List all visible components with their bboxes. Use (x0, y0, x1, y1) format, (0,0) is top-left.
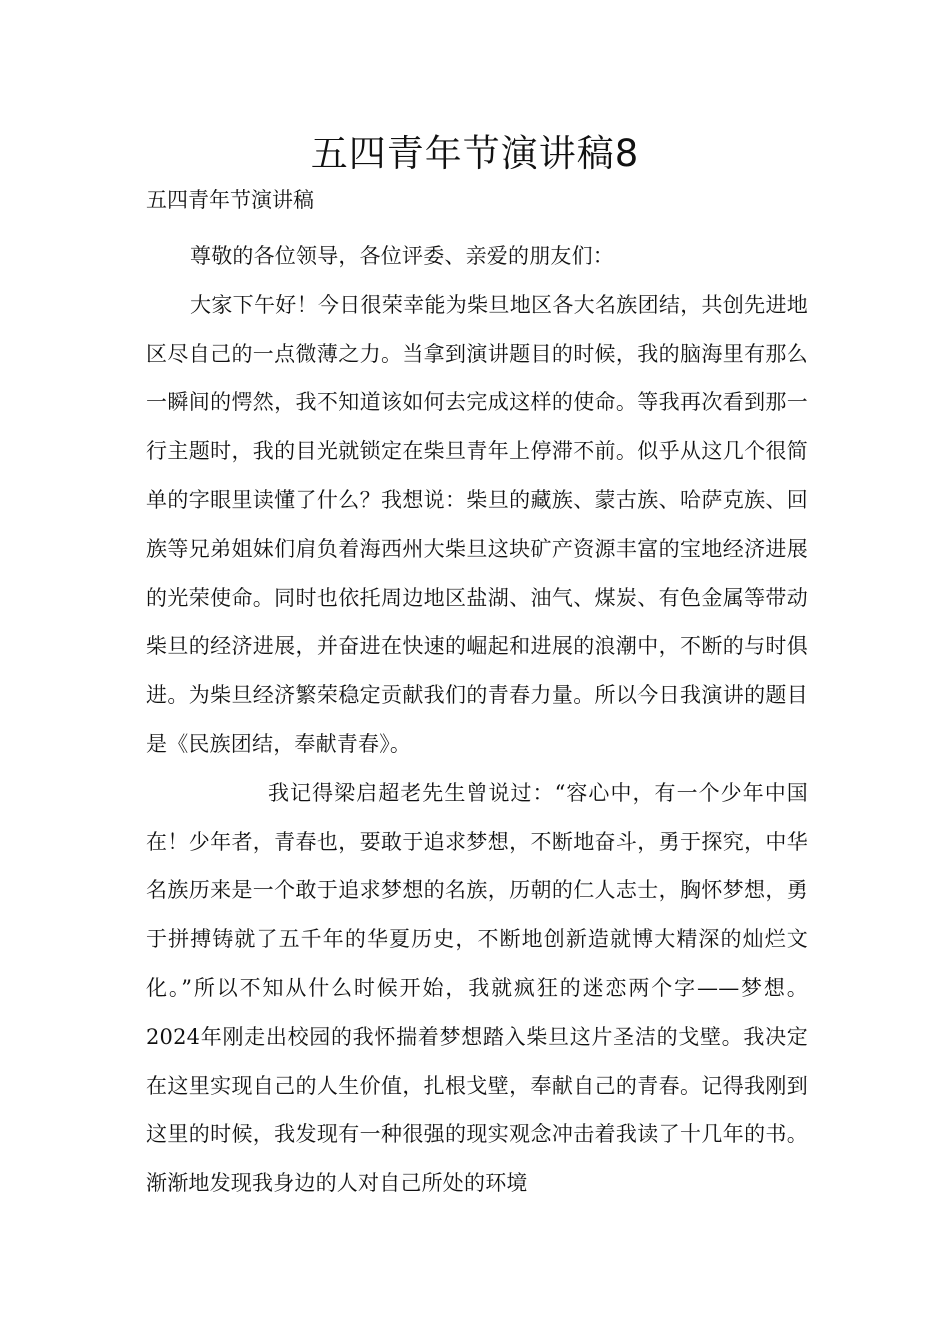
document-body (146, 232, 808, 1208)
document-subtitle: 五四青年节演讲稿 (146, 188, 314, 212)
paragraph-dream: 我记得梁启超老先生曾说过：“容心中，有一个少年中国在！少年者，青春也，要敢于追求梦想，不断地奋斗，勇于探究，中华名族历来是一个敢于追求梦想的名族，历朝的仁人志士，胸怀梦想，勇于拼搏铸就了五千年的华夏历史，不断地创新造就博大精深的灿烂文化。”所以不知从什么时候开始，我就疯狂的迷恋两个字——梦想。2024年刚走出校园的我怀揣着梦想踏入柴旦这片圣洁的戈壁。我决定在这里实现自己的人生价值，扎根戈壁，奉献自己的青春。记得我刚到这里的时候，我发现有一种很强的现实观念冲击着我读了十几年的书。渐渐地发现我身边的人对自己所处的环境 (146, 780, 808, 1196)
document-title: 五四青年节演讲稿8 (310, 132, 640, 175)
paragraph-greeting: 尊敬的各位领导，各位评委、亲爱的朋友们： (190, 244, 614, 268)
paragraph-opening: 大家下午好！今日很荣幸能为柴旦地区各大名族团结，共创先进地区尽自己的一点微薄之力。当拿到演讲题目的时候，我的脑海里有那么一瞬间的愕然，我不知道该如何去完成这样的使命。等我再次看到那一行主题时，我的目光就锁定在柴旦青年上停滞不前。似乎从这几个很简单的字眼里读懂了什么？我想说：柴旦的藏族、蒙古族、哈萨克族、回族等兄弟姐妹们肩负着海西州大柴旦这块矿产资源丰富的宝地经济进展的光荣使命。同时也依托周边地区盐湖、油气、煤炭、有色金属等带动柴旦的经济进展，并奋进在快速的崛起和进展的浪潮中，不断的与时俱进。为柴旦经济繁荣稳定贡献我们的青春力量。所以今日我演讲的题目是《民族团结，奉献青春》。 (146, 292, 808, 756)
